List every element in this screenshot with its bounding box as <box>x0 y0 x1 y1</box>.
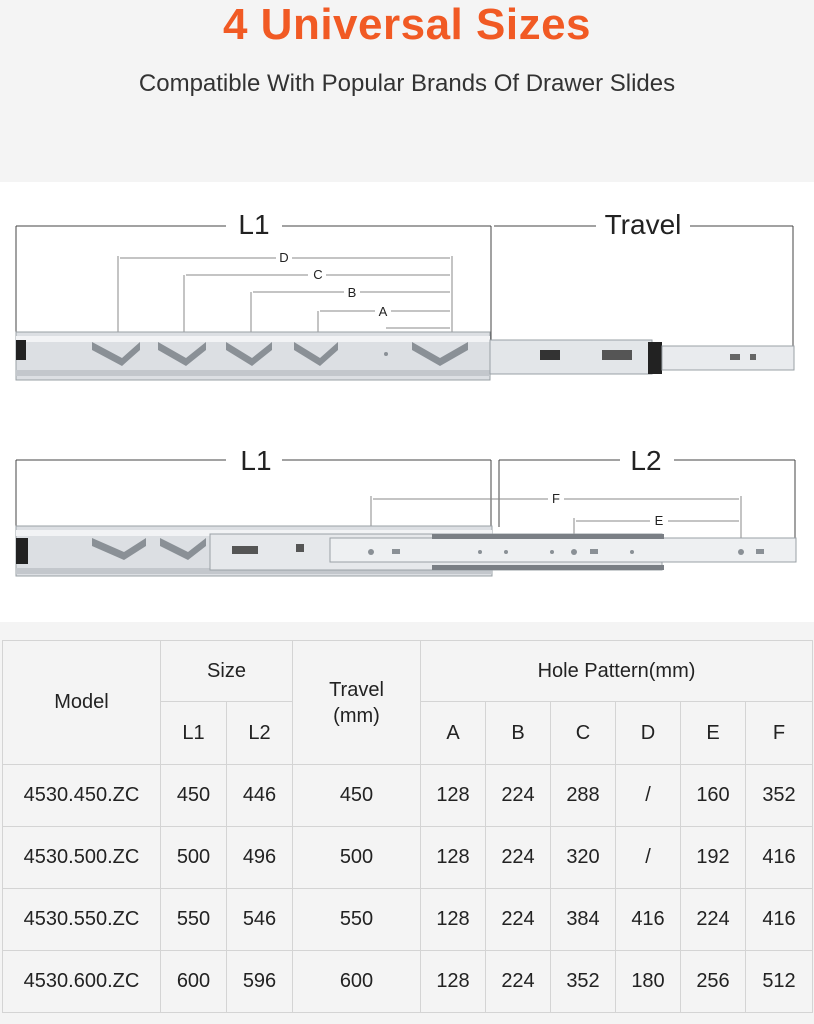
cell-f: 416 <box>746 889 813 951</box>
table-row <box>3 827 813 889</box>
cell-c: 320 <box>551 827 616 889</box>
cell-d: / <box>616 827 681 889</box>
cell-travel: 600 <box>293 951 421 1013</box>
cell-l2: 446 <box>227 765 293 827</box>
table-row <box>3 765 813 827</box>
cell-b: 224 <box>486 765 551 827</box>
cell-travel: 550 <box>293 889 421 951</box>
cell-e: 256 <box>681 951 746 1013</box>
cell-model: 4530.450.ZC <box>3 765 161 827</box>
slide-diagram <box>0 182 814 622</box>
header-travel: Travel (mm) <box>293 641 421 765</box>
dim-e-label: E <box>654 513 664 528</box>
table-row <box>3 889 813 951</box>
cell-l1: 550 <box>161 889 227 951</box>
cell-a: 128 <box>421 765 486 827</box>
cell-travel: 450 <box>293 765 421 827</box>
cell-d: 180 <box>616 951 681 1013</box>
cell-l1: 500 <box>161 827 227 889</box>
cell-e: 192 <box>681 827 746 889</box>
dim-f-label: F <box>552 491 560 506</box>
table-row <box>3 951 813 1013</box>
cell-l2: 546 <box>227 889 293 951</box>
page-subtitle: Compatible With Popular Brands Of Drawer Slides <box>138 70 676 97</box>
header-c: C <box>551 702 616 765</box>
cell-a: 128 <box>421 951 486 1013</box>
cell-c: 352 <box>551 951 616 1013</box>
cell-c: 384 <box>551 889 616 951</box>
bottom-l1-label: L1 <box>240 445 272 476</box>
cell-d: 416 <box>616 889 681 951</box>
header-f: F <box>746 702 813 765</box>
header-b: B <box>486 702 551 765</box>
cell-l2: 496 <box>227 827 293 889</box>
dim-d-label: D <box>279 250 289 265</box>
cell-f: 512 <box>746 951 813 1013</box>
dim-b-label: B <box>347 285 357 300</box>
cell-l1: 600 <box>161 951 227 1013</box>
top-l1-label: L1 <box>238 209 270 240</box>
slide-diagram-svg <box>0 182 814 622</box>
cell-model: 4530.550.ZC <box>3 889 161 951</box>
cell-l1: 450 <box>161 765 227 827</box>
page-title: 4 Universal Sizes <box>222 0 592 49</box>
cell-f: 352 <box>746 765 813 827</box>
header-l1: L1 <box>161 702 227 765</box>
cell-d: / <box>616 765 681 827</box>
dim-c-label: C <box>313 267 323 282</box>
cell-e: 224 <box>681 889 746 951</box>
cell-model: 4530.600.ZC <box>3 951 161 1013</box>
cell-travel: 500 <box>293 827 421 889</box>
header-model: Model <box>3 641 161 765</box>
cell-f: 416 <box>746 827 813 889</box>
header-a: A <box>421 702 486 765</box>
header <box>0 0 814 180</box>
header-l2: L2 <box>227 702 293 765</box>
cell-e: 160 <box>681 765 746 827</box>
cell-a: 128 <box>421 889 486 951</box>
cell-model: 4530.500.ZC <box>3 827 161 889</box>
cell-b: 224 <box>486 827 551 889</box>
cell-c: 288 <box>551 765 616 827</box>
header-e: E <box>681 702 746 765</box>
bottom-l2-label: L2 <box>630 445 662 476</box>
top-travel-label: Travel <box>604 209 682 240</box>
spec-table <box>2 640 813 1013</box>
spec-table-container <box>0 640 814 1024</box>
cell-b: 224 <box>486 889 551 951</box>
cell-l2: 596 <box>227 951 293 1013</box>
dim-a-label: A <box>378 304 388 319</box>
header-hole-pattern: Hole Pattern(mm) <box>421 641 813 702</box>
cell-b: 224 <box>486 951 551 1013</box>
header-size: Size <box>161 641 293 702</box>
cell-a: 128 <box>421 827 486 889</box>
header-d: D <box>616 702 681 765</box>
